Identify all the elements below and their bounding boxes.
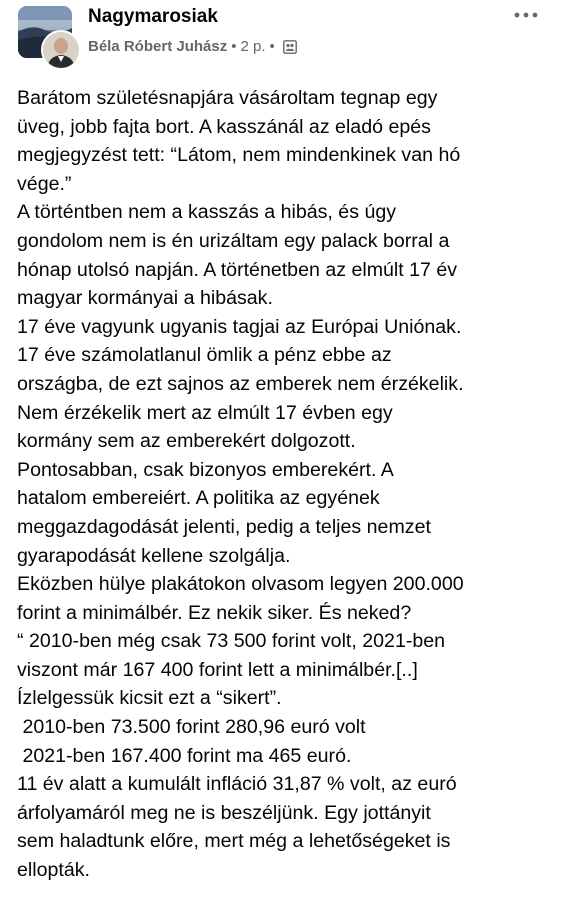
post-text-line: 2010-ben 73.500 forint 280,96 euró volt (17, 716, 366, 739)
post-header (0, 0, 563, 70)
post-text-line: magyar kormányai a hibásak. (17, 287, 273, 310)
post-text-line: Ízlelgessük kicsit ezt a “sikert”. (17, 687, 282, 710)
post-text-line: viszont már 167 400 forint lett a minimálbér.[..] (17, 658, 418, 681)
post-text-line: meggazdagodását jelenti, pedig a teljes nemzet (17, 515, 431, 538)
post-text-line: hatalom embereiért. A politika az egyének (17, 487, 380, 510)
post-text-line: gondolom nem is én urizáltam egy palack borral a (17, 229, 450, 252)
post-text-line: gyarapodását kellene szolgálja. (17, 544, 291, 567)
post-text-line: kormány sem az emberekért dolgozott. (17, 430, 356, 453)
post-text-line: Nem érzékelik mert az elmúlt 17 évben egy (17, 401, 393, 424)
post-text-line: árfolyamáról meg ne is beszéljünk. Egy jottányit (17, 801, 431, 824)
post-text-line: 2021-ben 167.400 forint ma 465 euró. (17, 744, 352, 767)
post-text-line: A történtben nem a kasszás a hibás, és úgy (17, 201, 397, 224)
post-text-line: forint a minimálbér. Ez nekik siker. És neked? (17, 601, 412, 624)
more-options-button[interactable] (511, 4, 541, 26)
author-name-link[interactable]: Béla Róbert Juhász (88, 38, 228, 55)
group-name-link[interactable]: Nagymarosiak (88, 6, 218, 27)
post-text-line: 11 év alatt a kumulált infláció 31,87 % volt, az euró (17, 773, 457, 796)
post-text-line: Barátom születésnapjára vásároltam tegnap egy (17, 87, 438, 109)
post-text-line: megjegyzést tett: “Látom, nem mindenkinek van hó (17, 144, 461, 167)
post-text-line: 17 éve vagyunk ugyanis tagjai az Európai Uniónak. (17, 315, 462, 338)
post-text-line: országba, de ezt sajnos az emberek nem érzékelik. (17, 372, 464, 395)
post-text-line: sem haladtunk előre, mert még a lehetőségeket is (17, 830, 451, 853)
post-text-line: Eközben hülye plakátokon olvasom legyen 200.000 (17, 573, 464, 596)
post-text-line: “ 2010-ben még csak 73 500 forint volt, 2021-ben (17, 630, 446, 653)
post-text (17, 84, 557, 885)
meta-separator-2: • (269, 38, 275, 55)
post-text-line: ellopták. (17, 859, 90, 882)
post-text-line: 17 éve számolatlanul ömlik a pénz ebbe az (17, 344, 392, 367)
post-timestamp[interactable]: 2 p. (240, 38, 266, 55)
post-text-line: vége.” (17, 172, 72, 195)
post-meta (88, 38, 297, 55)
ellipsis-icon (513, 12, 539, 18)
post-text-line: üveg, jobb fajta bort. A kasszánál az eladó epés (17, 115, 431, 138)
meta-separator: • (231, 38, 237, 55)
user-avatar[interactable] (41, 30, 81, 70)
group-members-icon (283, 40, 297, 54)
person-photo-icon (43, 32, 79, 68)
post-text-line: hónap utolsó napján. A történetben az elmúlt 17 év (17, 258, 458, 281)
post-text-line: Pontosabban, csak bizonyos emberekért. A (17, 458, 394, 481)
